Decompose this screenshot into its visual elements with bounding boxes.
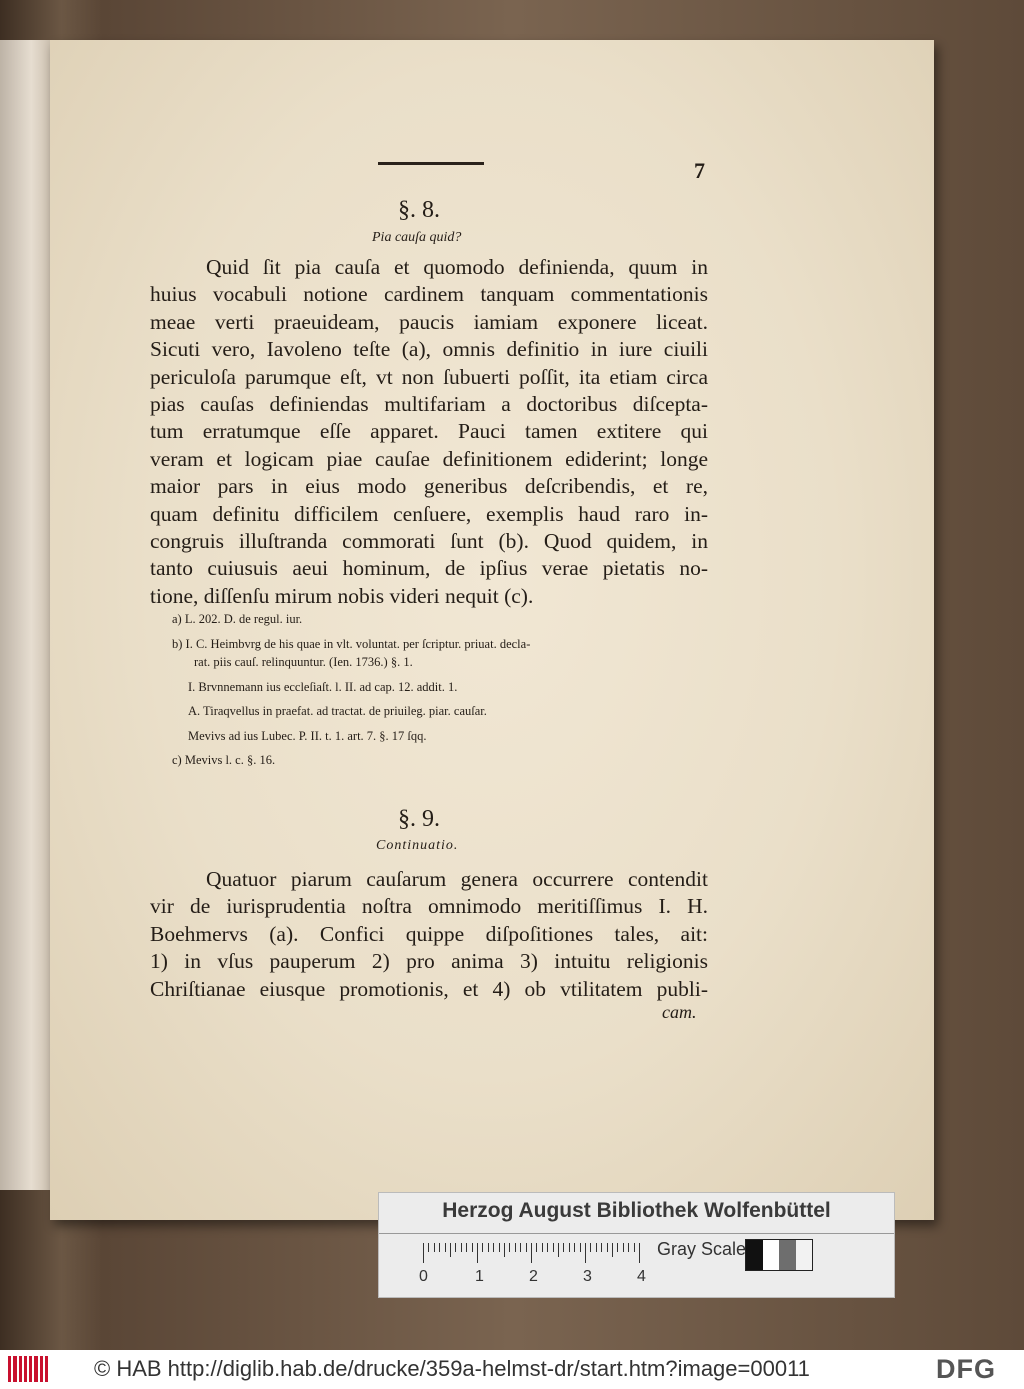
left-page-edge: [0, 40, 54, 1190]
hab-logo-icon: [8, 1356, 48, 1382]
ruler-tick: [434, 1243, 435, 1252]
ruler-tick: [520, 1243, 521, 1252]
ruler-tick: [574, 1243, 575, 1252]
ruler-tick: [634, 1243, 635, 1252]
ruler-tick: [509, 1243, 510, 1252]
ruler-tick: [450, 1243, 451, 1257]
paragraph-line: Boehmervs (a). Confici quippe diſpoſitiones tales, ait:: [150, 921, 708, 946]
paragraph-line: vir de iurisprudentia noſtra omnimodo meritiſſimus I. H.: [150, 894, 708, 919]
paragraph-line: tanto cuiusuis aeui hominum, de ipſius verae pietatis no-: [150, 556, 708, 581]
paragraph-line: Chriſtianae eiusque promotionis, et 4) ob vtilitatem publi-: [150, 976, 708, 1001]
ruler-tick: [488, 1243, 489, 1252]
dfg-logo: DFG: [936, 1354, 996, 1384]
ruler-tick: [553, 1243, 554, 1252]
ruler-tick: [504, 1243, 505, 1257]
footnote-line: A. Tiraqvellus in praefat. ad tractat. de priuileg. piar. cauſar.: [188, 704, 487, 718]
paragraph-line: maior pars in eius modo generibus deſcribendis, et re,: [150, 474, 708, 499]
ruler-tick: [569, 1243, 570, 1252]
ruler-tick: [515, 1243, 516, 1252]
footnote-line: Mevivs ad ius Lubec. P. II. t. 1. art. 7. §. 17 ſqq.: [188, 728, 427, 743]
ruler-tick: [536, 1243, 537, 1252]
paragraph-line: periculoſa parumque eſt, vt non ſubuerti poſſit, ita etiam circa: [150, 364, 708, 389]
footnote-line: a) L. 202. D. de regul. iur.: [172, 612, 303, 626]
ruler-tick: [472, 1243, 473, 1252]
ruler-tick: [499, 1243, 500, 1252]
ruler-tick: [482, 1243, 483, 1252]
ruler-tick: [558, 1243, 559, 1257]
ruler-tick: [428, 1243, 429, 1252]
scale-number: 0: [419, 1268, 428, 1285]
section-8-subtitle: Pia cauſa quid?: [372, 230, 462, 245]
gray-swatch: [779, 1240, 796, 1270]
paragraph-line: meae verti praeuideam, paucis iamiam exponere liceat.: [150, 309, 708, 334]
section-8-paragraph: [150, 254, 708, 610]
card-divider: [379, 1233, 894, 1234]
gray-swatch: [796, 1240, 813, 1270]
gray-swatch: [763, 1240, 780, 1270]
ruler-tick: [623, 1243, 624, 1252]
paragraph-line: 1) in vſus pauperum 2) pro anima 3) intuitu religionis: [150, 949, 708, 974]
ruler-tick: [612, 1243, 613, 1257]
ruler-tick: [455, 1243, 456, 1252]
footnotes: [172, 607, 530, 773]
ruler-tick: [445, 1243, 446, 1252]
ruler-tick: [607, 1243, 608, 1252]
scale-ruler: [423, 1243, 647, 1263]
footer-bar: [0, 1350, 1024, 1389]
paragraph-line: huius vocabuli notione cardinem tanquam commentationis: [150, 282, 708, 307]
ruler-tick: [547, 1243, 548, 1252]
ruler-tick: [563, 1243, 564, 1252]
paragraph-line: tione, diſſenſu mirum nobis videri nequit (c).: [150, 583, 534, 608]
ruler-tick: [585, 1243, 586, 1263]
ruler-tick: [461, 1243, 462, 1252]
catchword: cam.: [662, 1002, 697, 1022]
section-8-heading: §. 8.: [398, 197, 440, 223]
ruler-tick: [617, 1243, 618, 1252]
section-9-subtitle: Continuatio.: [376, 838, 459, 853]
paragraph-line: Quid ſit pia cauſa et quomodo definienda, quum in: [206, 255, 708, 279]
paragraph-line: quam definitu difficilem cenſuere, exemplis haud raro in-: [150, 501, 708, 526]
gray-swatch: [746, 1240, 763, 1270]
scale-number: 4: [637, 1268, 646, 1285]
ruler-tick: [542, 1243, 543, 1252]
ruler-tick: [628, 1243, 629, 1252]
ruler-tick: [466, 1243, 467, 1252]
library-name: Herzog August Bibliothek Wolfenbüttel: [442, 1199, 831, 1222]
copyright-url: © HAB http://diglib.hab.de/drucke/359a-helmst-dr/start.htm?image=00011: [94, 1356, 810, 1381]
gray-scale-swatches: [745, 1239, 813, 1271]
paragraph-line: congruis illuſtranda commorati ſunt (b). Quod quidem, in: [150, 529, 708, 554]
ruler-tick: [596, 1243, 597, 1252]
paragraph-line: Sicuti vero, Iavoleno teſte (a), omnis definitio in iure ciuili: [150, 337, 708, 362]
ruler-tick: [477, 1243, 478, 1263]
ruler-tick: [526, 1243, 527, 1252]
footnote-line: b) I. C. Heimbvrg de his quae in vlt. voluntat. per ſcriptur. priuat. decla-: [172, 636, 531, 651]
paragraph-line: Quatuor piarum cauſarum genera occurrere contendit: [206, 867, 708, 891]
scale-number: 2: [529, 1268, 538, 1285]
scale-number: 3: [583, 1268, 592, 1285]
paragraph-line: tum erratumque eſſe apparet. Pauci tamen extitere qui: [150, 419, 708, 444]
ruler-tick: [639, 1243, 640, 1263]
ruler-tick: [423, 1243, 424, 1263]
section-9-paragraph: [150, 866, 708, 1003]
ruler-tick: [590, 1243, 591, 1252]
color-reference-card: [378, 1192, 895, 1298]
gray-scale-label: Gray Scale: [657, 1239, 747, 1259]
scale-number: 1: [475, 1268, 484, 1285]
footnote-line: rat. piis cauſ. relinquuntur. (Ien. 1736.) §. 1.: [194, 655, 413, 669]
ruler-tick: [439, 1243, 440, 1252]
section-9-heading: §. 9.: [398, 806, 440, 832]
footnote-line: c) Mevivs l. c. §. 16.: [172, 753, 276, 767]
ruler-tick: [493, 1243, 494, 1252]
ruler-tick: [601, 1243, 602, 1252]
header-rule: [378, 162, 484, 165]
ruler-tick: [580, 1243, 581, 1252]
footnote-line: I. Brvnnemann ius eccleſiaſt. l. II. ad cap. 12. addit. 1.: [188, 679, 458, 694]
ruler-tick: [531, 1243, 532, 1263]
paragraph-line: veram et logicam piae cauſae definitionem ediderint; longe: [150, 446, 708, 471]
page-number: 7: [694, 158, 705, 183]
paragraph-line: pias cauſas definiendas multifariam a doctoribus diſcepta-: [150, 392, 708, 417]
